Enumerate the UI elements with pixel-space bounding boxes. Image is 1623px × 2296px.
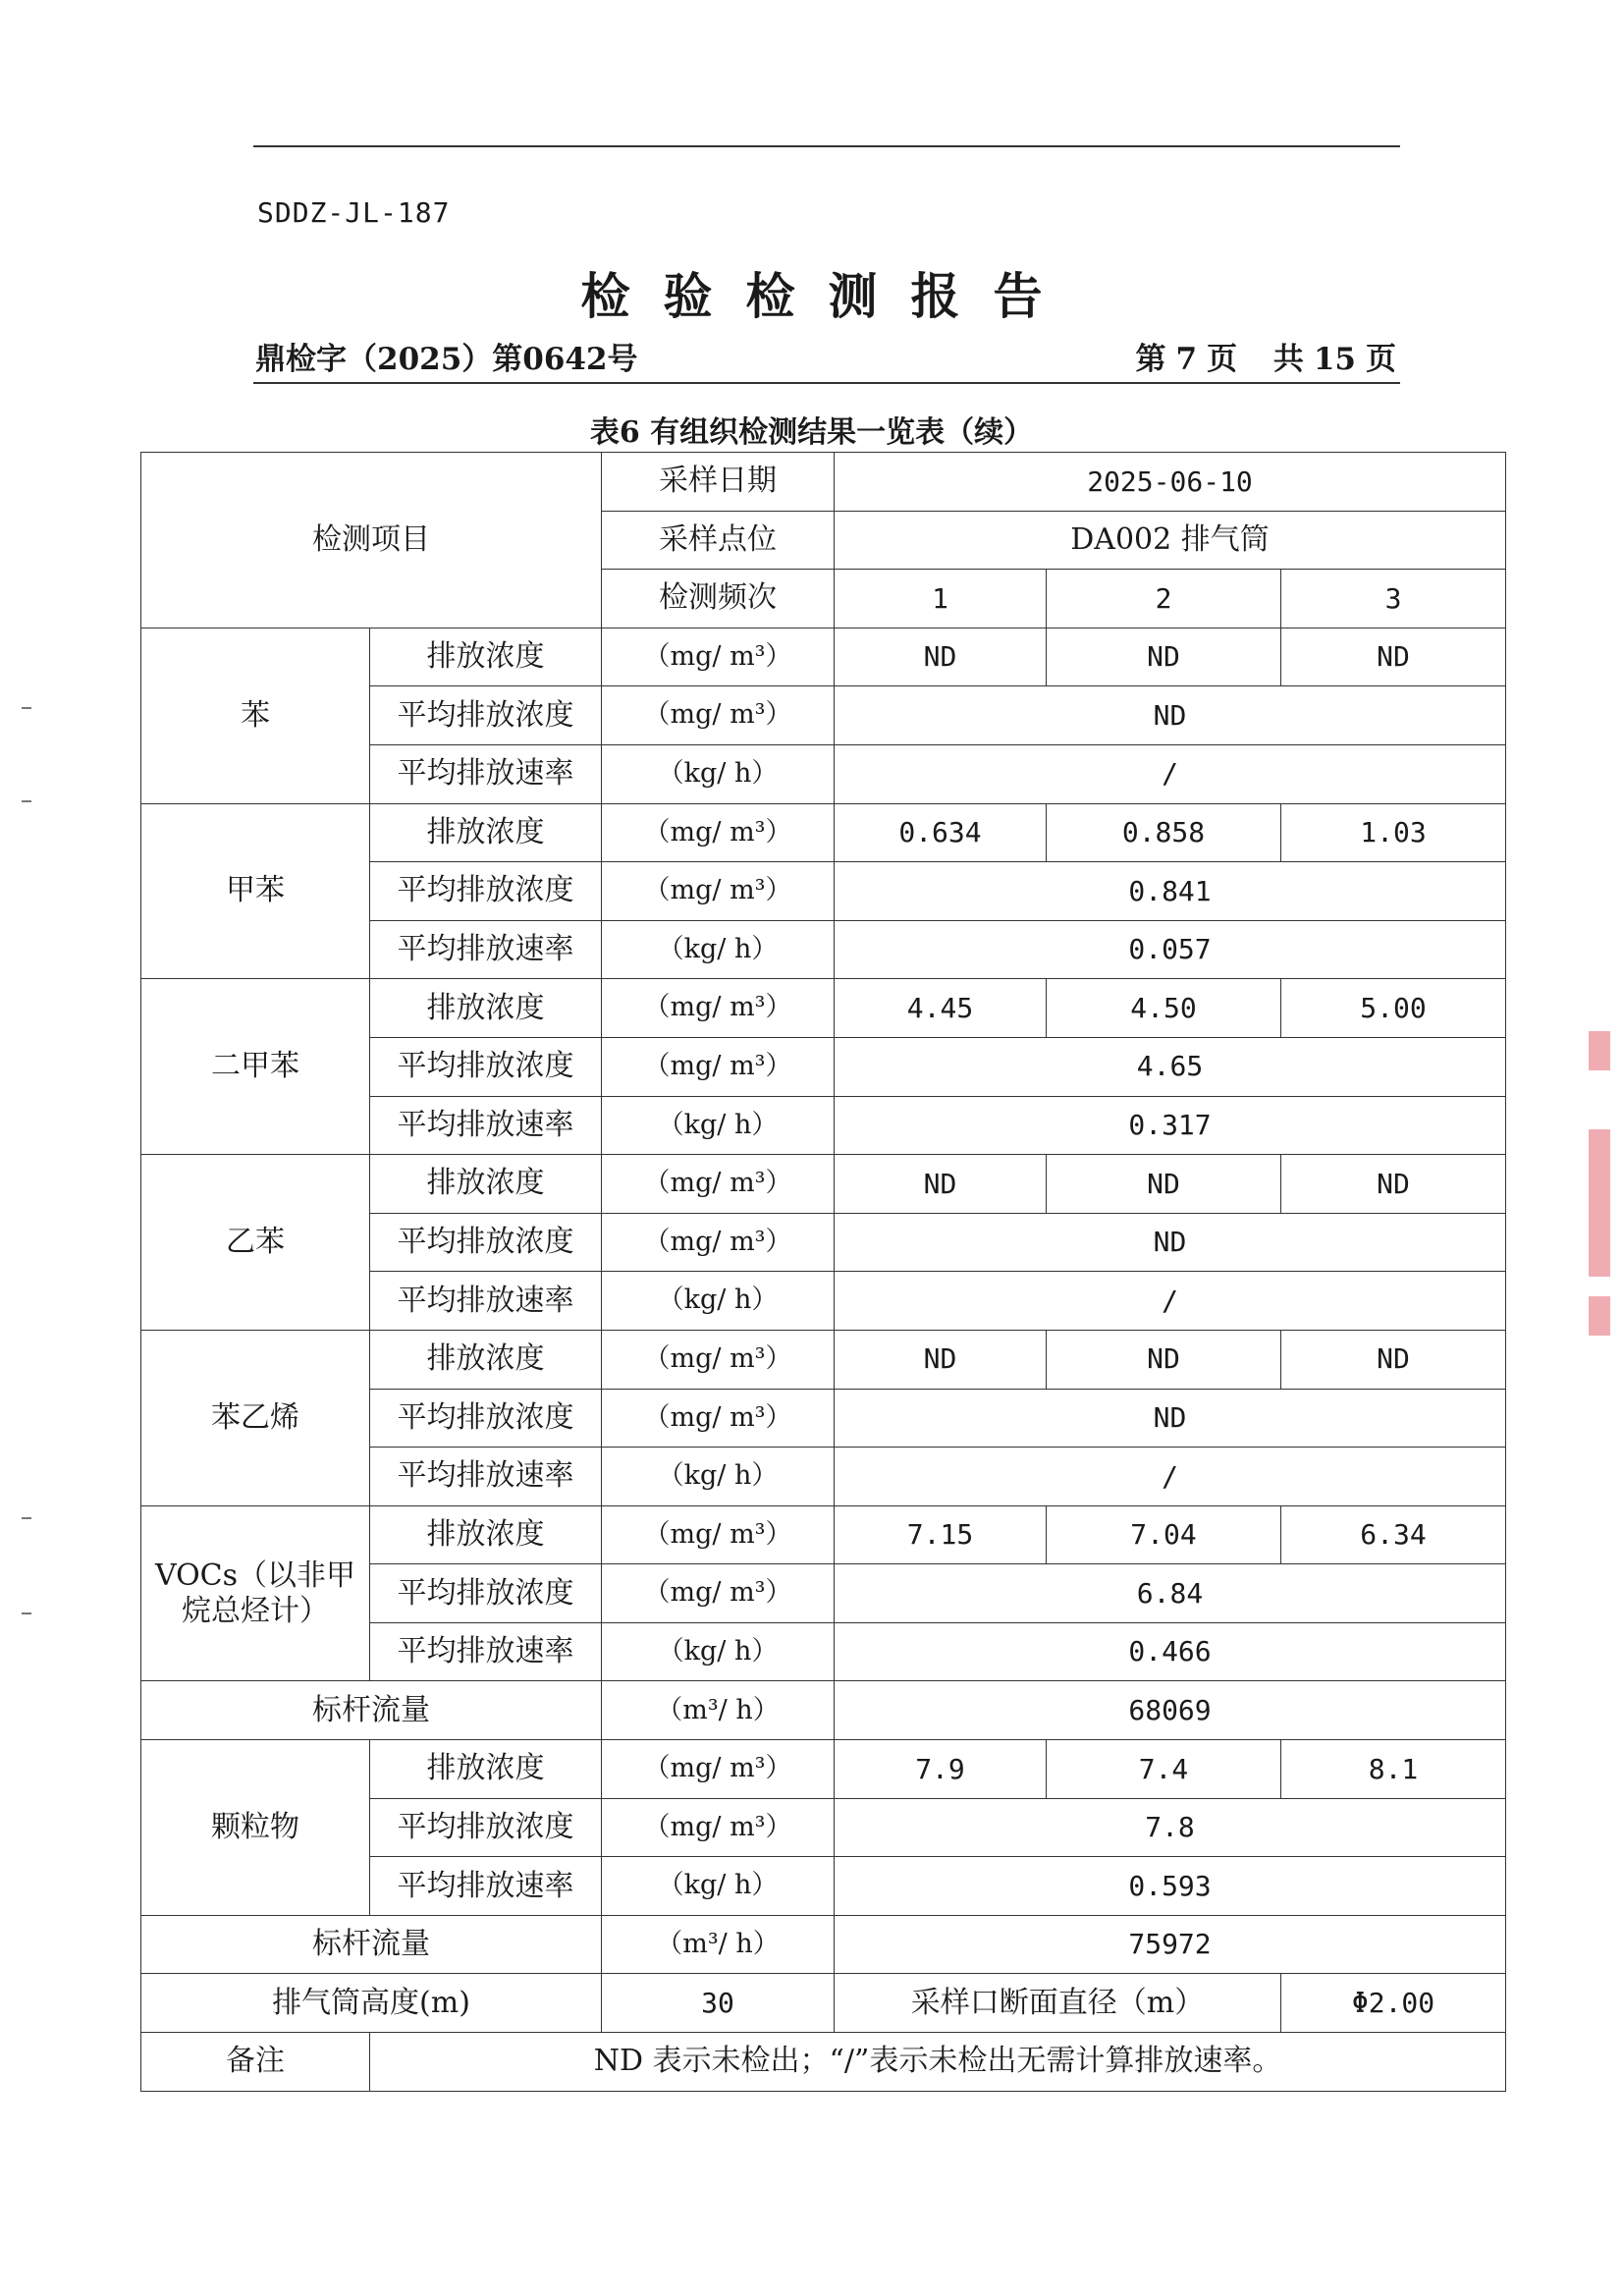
seal-fragment xyxy=(1589,1296,1610,1336)
stack-height-value: 30 xyxy=(602,1974,835,2033)
result-value: ND xyxy=(1281,1330,1506,1389)
date-value: 2025-06-10 xyxy=(835,453,1506,512)
table-row xyxy=(141,1681,1506,1740)
table-row xyxy=(141,1505,1506,1564)
parameter-name: 平均排放浓度 xyxy=(370,1564,602,1623)
average-value: ND xyxy=(835,1389,1506,1448)
frequency-label: 检测频次 xyxy=(602,570,835,629)
stack-height-label: 排气筒高度(m) xyxy=(141,1974,602,2033)
parameter-name: 平均排放浓度 xyxy=(370,1037,602,1096)
result-value: 1.03 xyxy=(1281,803,1506,862)
table-row xyxy=(141,1155,1506,1214)
top-rule xyxy=(253,145,1400,147)
unit: （mg/ m³） xyxy=(602,1740,835,1799)
page-unit: 页 xyxy=(1207,342,1238,377)
result-value: ND xyxy=(835,628,1047,686)
point-value: DA002 排气筒 xyxy=(835,511,1506,570)
table-row xyxy=(141,628,1506,686)
unit: （kg/ h） xyxy=(602,1448,835,1506)
average-value: / xyxy=(835,744,1506,803)
result-value: 7.15 xyxy=(835,1505,1047,1564)
page-current: 7 xyxy=(1175,342,1198,377)
parameter-name: 平均排放速率 xyxy=(370,1622,602,1681)
table-row xyxy=(141,453,1506,512)
unit: （mg/ m³） xyxy=(602,1564,835,1623)
average-value: / xyxy=(835,1272,1506,1331)
unit: （mg/ m³） xyxy=(602,1155,835,1214)
total-word: 共 xyxy=(1272,342,1304,377)
margin-mark xyxy=(22,707,31,709)
result-value: ND xyxy=(835,1155,1047,1214)
result-value: 0.634 xyxy=(835,803,1047,862)
flow-value: 75972 xyxy=(835,1915,1506,1974)
result-value: 7.9 xyxy=(835,1740,1047,1799)
point-label: 采样点位 xyxy=(602,511,835,570)
parameter-name: 平均排放浓度 xyxy=(370,1798,602,1857)
parameter-name: 平均排放浓度 xyxy=(370,1213,602,1272)
average-value: / xyxy=(835,1448,1506,1506)
average-value: 6.84 xyxy=(835,1564,1506,1623)
seal-fragment xyxy=(1589,1031,1610,1070)
average-value: ND xyxy=(835,686,1506,745)
parameter-name: 排放浓度 xyxy=(370,979,602,1038)
result-value: 4.50 xyxy=(1047,979,1281,1038)
unit: （mg/ m³） xyxy=(602,628,835,686)
unit: （mg/ m³） xyxy=(602,1798,835,1857)
average-value: 7.8 xyxy=(835,1798,1506,1857)
parameter-name: 排放浓度 xyxy=(370,1740,602,1799)
unit: （mg/ m³） xyxy=(602,1389,835,1448)
parameter-name: 平均排放速率 xyxy=(370,1272,602,1331)
parameter-name: 排放浓度 xyxy=(370,803,602,862)
average-value: 0.057 xyxy=(835,920,1506,979)
result-value: ND xyxy=(1047,1330,1281,1389)
unit: （mg/ m³） xyxy=(602,803,835,862)
table-row xyxy=(141,803,1506,862)
parameter-name: 排放浓度 xyxy=(370,1505,602,1564)
result-value: 0.858 xyxy=(1047,803,1281,862)
average-value: 0.317 xyxy=(835,1096,1506,1155)
frequency-3: 3 xyxy=(1281,570,1506,629)
unit: （mg/ m³） xyxy=(602,686,835,745)
result-value: ND xyxy=(1281,1155,1506,1214)
result-value: 7.4 xyxy=(1047,1740,1281,1799)
margin-mark xyxy=(22,1613,31,1614)
remark-text: ND 表示未检出；“/”表示未检出无需计算排放速率。 xyxy=(370,2033,1506,2092)
unit: （kg/ h） xyxy=(602,1272,835,1331)
pollutant-name: 甲苯 xyxy=(141,803,370,979)
margin-mark xyxy=(22,800,31,802)
page-indicator xyxy=(1125,334,1396,378)
result-value: ND xyxy=(1047,628,1281,686)
unit: （kg/ h） xyxy=(602,1622,835,1681)
date-label: 采样日期 xyxy=(602,453,835,512)
report-title: 检验检测报告 xyxy=(580,267,1076,325)
page-total: 15 xyxy=(1313,342,1356,377)
results-table xyxy=(140,452,1506,2092)
pollutant-name: 苯 xyxy=(141,628,370,803)
parameter-name: 平均排放浓度 xyxy=(370,862,602,921)
result-value: 8.1 xyxy=(1281,1740,1506,1799)
result-value: 6.34 xyxy=(1281,1505,1506,1564)
unit: （mg/ m³） xyxy=(602,979,835,1038)
result-value: ND xyxy=(1281,628,1506,686)
pollutant-name: 苯乙烯 xyxy=(141,1330,370,1505)
document-code: SDDZ-JL-187 xyxy=(257,196,451,229)
unit: （kg/ h） xyxy=(602,1096,835,1155)
report-number: 鼎检字（2025）第0642号 xyxy=(255,342,638,377)
table-row xyxy=(141,2033,1506,2092)
parameter-name: 平均排放浓度 xyxy=(370,1389,602,1448)
parameter-name: 平均排放速率 xyxy=(370,1448,602,1506)
frequency-2: 2 xyxy=(1047,570,1281,629)
parameter-name: 排放浓度 xyxy=(370,628,602,686)
unit: （mg/ m³） xyxy=(602,1330,835,1389)
average-value: ND xyxy=(835,1213,1506,1272)
remark-label: 备注 xyxy=(141,2033,370,2092)
result-value: 5.00 xyxy=(1281,979,1506,1038)
unit: （mg/ m³） xyxy=(602,862,835,921)
unit: （kg/ h） xyxy=(602,744,835,803)
average-value: 0.841 xyxy=(835,862,1506,921)
unit: （mg/ m³） xyxy=(602,1213,835,1272)
unit: （kg/ h） xyxy=(602,920,835,979)
report-info-bar xyxy=(253,339,1400,384)
results-table-body xyxy=(141,453,1506,2092)
diameter-value: Φ2.00 xyxy=(1281,1974,1506,2033)
pollutant-name: 颗粒物 xyxy=(141,1740,370,1916)
pollutant-name: VOCs（以非甲烷总烃计） xyxy=(141,1505,370,1681)
unit: （mg/ m³） xyxy=(602,1505,835,1564)
table-row xyxy=(141,1330,1506,1389)
margin-mark xyxy=(22,1517,31,1519)
result-value: 7.04 xyxy=(1047,1505,1281,1564)
unit: （kg/ h） xyxy=(602,1857,835,1916)
page-word: 第 xyxy=(1135,342,1166,377)
average-value: 0.466 xyxy=(835,1622,1506,1681)
table-row xyxy=(141,1974,1506,2033)
parameter-name: 排放浓度 xyxy=(370,1155,602,1214)
parameter-name: 平均排放速率 xyxy=(370,744,602,803)
parameter-name: 平均排放速率 xyxy=(370,1096,602,1155)
diameter-label: 采样口断面直径（m） xyxy=(835,1974,1281,2033)
pollutant-name: 二甲苯 xyxy=(141,979,370,1155)
parameter-name: 平均排放速率 xyxy=(370,920,602,979)
result-value: ND xyxy=(835,1330,1047,1389)
result-value: ND xyxy=(1047,1155,1281,1214)
seal-fragment xyxy=(1589,1129,1610,1277)
flow-value: 68069 xyxy=(835,1681,1506,1740)
total-unit: 页 xyxy=(1366,342,1396,377)
result-value: 4.45 xyxy=(835,979,1047,1038)
flow-label: 标杆流量 xyxy=(141,1915,602,1974)
parameter-name: 平均排放速率 xyxy=(370,1857,602,1916)
table-row xyxy=(141,979,1506,1038)
average-value: 0.593 xyxy=(835,1857,1506,1916)
item-header: 检测项目 xyxy=(141,453,602,629)
unit: （m³/ h） xyxy=(602,1681,835,1740)
table-row xyxy=(141,1915,1506,1974)
flow-label: 标杆流量 xyxy=(141,1681,602,1740)
pollutant-name: 乙苯 xyxy=(141,1155,370,1331)
frequency-1: 1 xyxy=(835,570,1047,629)
table-row xyxy=(141,1740,1506,1799)
parameter-name: 排放浓度 xyxy=(370,1330,602,1389)
average-value: 4.65 xyxy=(835,1037,1506,1096)
unit: （mg/ m³） xyxy=(602,1037,835,1096)
unit: （m³/ h） xyxy=(602,1915,835,1974)
parameter-name: 平均排放浓度 xyxy=(370,686,602,745)
table-caption: 表6 有组织检测结果一览表（续） xyxy=(589,415,1034,450)
